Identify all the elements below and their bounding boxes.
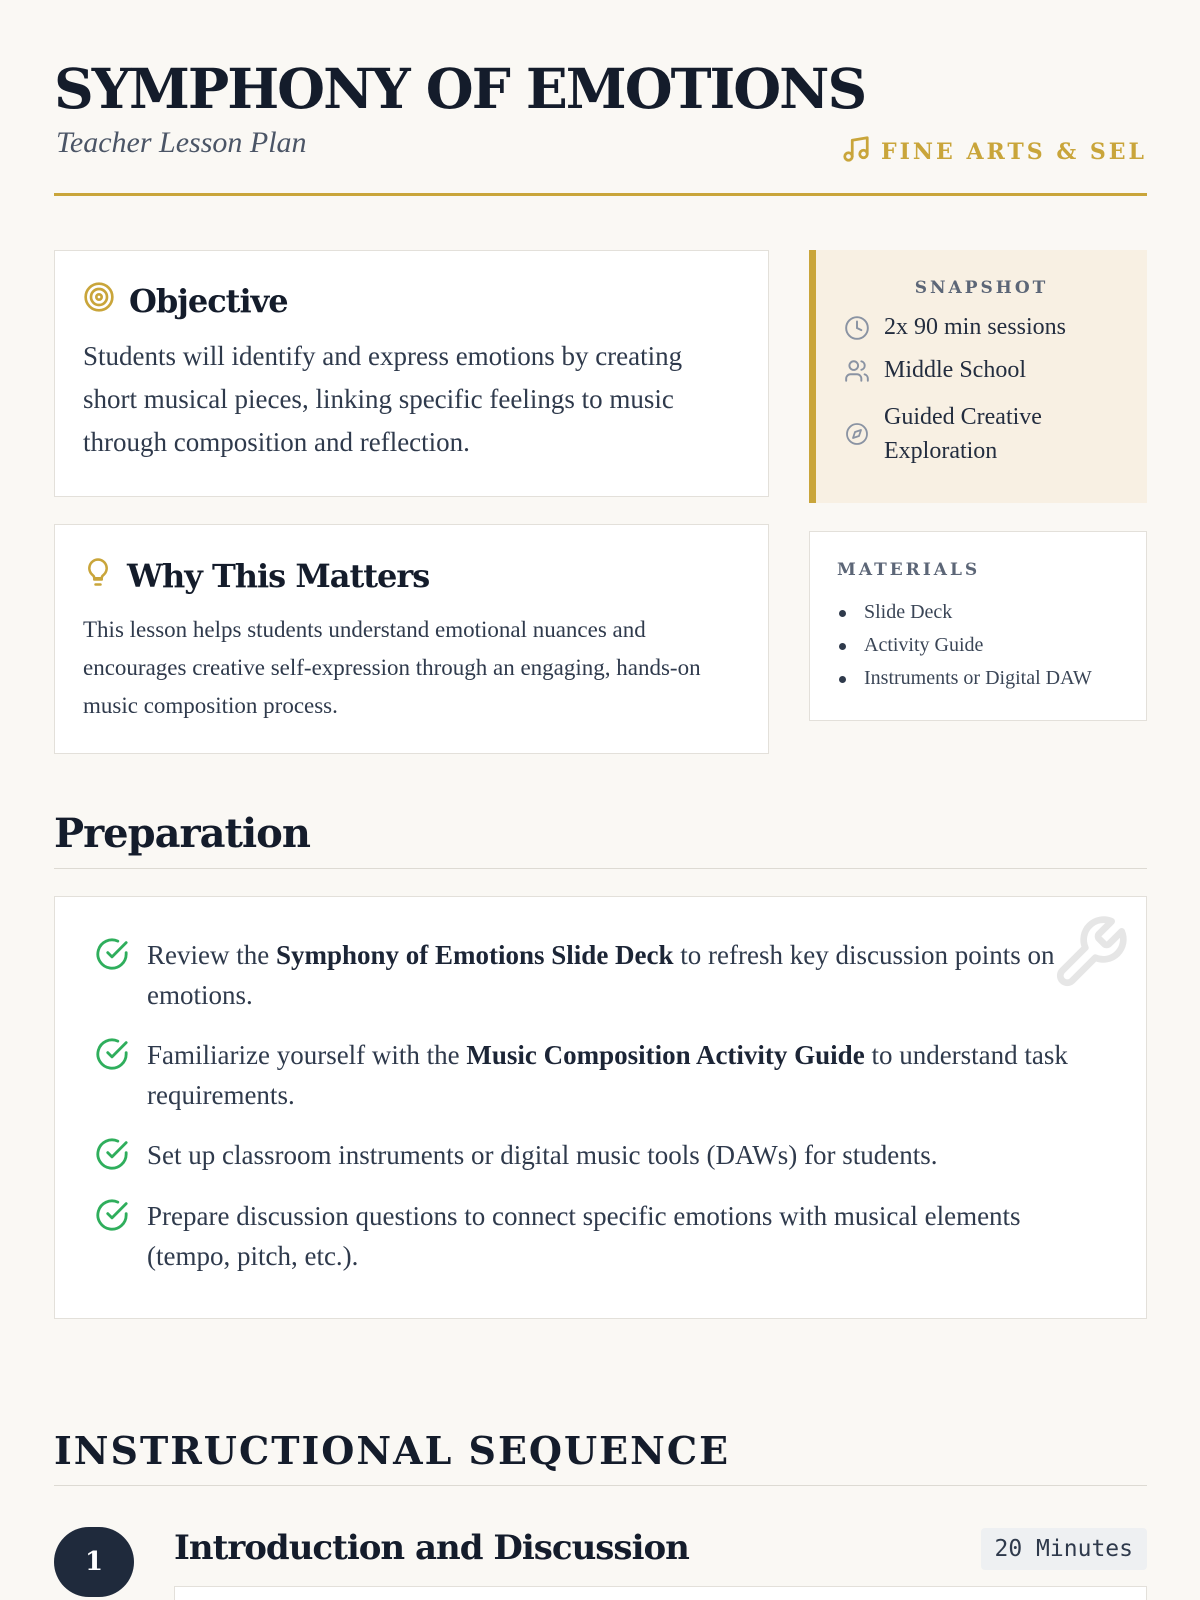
preparation-card xyxy=(54,896,1147,1319)
preparation-item xyxy=(95,1135,1106,1176)
subject-tag-label: FINE ARTS & SEL xyxy=(881,139,1147,165)
snapshot-approach xyxy=(844,400,1119,468)
materials-item: Slide Deck xyxy=(837,596,1119,629)
why-body: This lesson helps students understand emotional nuances and encourages creative self-expression through an engaging, hands-on music composition process. xyxy=(83,617,701,718)
snapshot-duration-text: 2x 90 min sessions xyxy=(884,314,1067,340)
objective-card xyxy=(54,250,769,497)
materials-heading: MATERIALS xyxy=(837,560,981,580)
check-circle-icon xyxy=(95,1035,129,1115)
preparation-item-text: Prepare discussion questions to connect specific emotions with musical elements (tempo, pitch, etc.). xyxy=(147,1201,1021,1271)
lightbulb-icon xyxy=(83,555,113,597)
check-circle-icon xyxy=(95,1196,129,1276)
snapshot-approach-text: Guided Creative Exploration xyxy=(884,404,1042,464)
preparation-item-text: Familiarize yourself with the Music Composition Activity Guide to understand task requirements. xyxy=(147,1040,1068,1110)
preparation-divider xyxy=(54,868,1147,869)
page-subtitle: Teacher Lesson Plan xyxy=(56,126,307,159)
why-title: Why This Matters xyxy=(127,557,430,595)
preparation-item xyxy=(95,1196,1106,1276)
step-duration-badge: 20 Minutes xyxy=(981,1528,1147,1570)
check-circle-icon xyxy=(95,1135,129,1176)
subject-tag xyxy=(841,134,1147,170)
snapshot-duration xyxy=(844,314,1119,341)
header-divider xyxy=(54,193,1147,196)
page-title: SYMPHONY OF EMOTIONS xyxy=(54,56,866,121)
music-note-icon xyxy=(841,134,871,170)
preparation-item xyxy=(95,935,1106,1015)
step-number-badge: 1 xyxy=(54,1527,134,1597)
sequence-divider xyxy=(54,1485,1147,1486)
objective-title: Objective xyxy=(129,282,288,320)
materials-list xyxy=(837,596,1119,695)
materials-item: Instruments or Digital DAW xyxy=(837,662,1119,695)
preparation-item-text: Set up classroom instruments or digital music tools (DAWs) for students. xyxy=(147,1140,938,1170)
preparation-heading: Preparation xyxy=(54,810,310,857)
clock-icon xyxy=(844,315,870,341)
check-circle-icon xyxy=(95,935,129,1015)
snapshot-grade-text: Middle School xyxy=(884,357,1026,383)
objective-heading xyxy=(83,281,740,321)
snapshot-grade xyxy=(844,357,1119,384)
materials-item: Activity Guide xyxy=(837,629,1119,662)
why-card xyxy=(54,524,769,754)
sequence-heading: INSTRUCTIONAL SEQUENCE xyxy=(54,1428,731,1473)
preparation-item-text: Review the Symphony of Emotions Slide Deck to refresh key discussion points on emotions. xyxy=(147,940,1055,1010)
objective-body: Students will identify and express emotions by creating short musical pieces, linking specific feelings to music through composition and reflection. xyxy=(83,341,683,457)
compass-icon xyxy=(844,422,870,446)
snapshot-panel xyxy=(809,250,1147,503)
why-heading xyxy=(83,555,740,597)
users-icon xyxy=(844,358,870,384)
materials-card xyxy=(809,531,1147,721)
wrench-icon xyxy=(1050,913,1130,998)
step-card xyxy=(174,1586,1147,1600)
target-icon xyxy=(83,281,115,321)
snapshot-heading: SNAPSHOT xyxy=(914,278,1049,298)
step-title: Introduction and Discussion xyxy=(174,1528,689,1568)
preparation-item xyxy=(95,1035,1106,1115)
